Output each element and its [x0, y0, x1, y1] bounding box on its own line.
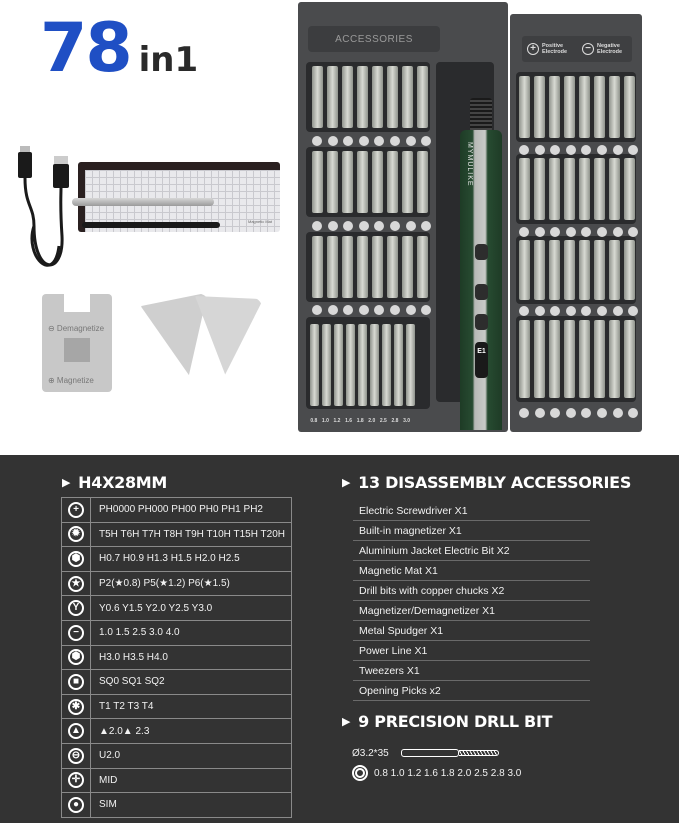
bit-row [312, 236, 428, 298]
bit-row [312, 66, 428, 128]
headline [40, 9, 199, 88]
sim-icon: ● [68, 797, 84, 813]
tri-wing-icon: Y [68, 600, 84, 616]
list-item: Opening Picks x2 [353, 681, 590, 701]
table-row: ▲ ▲2.0▲ 2.3 [62, 719, 292, 744]
triangle-bullet-icon: ▶ [62, 476, 71, 489]
table-row: ■ SQ0 SQ1 SQ2 [62, 670, 292, 695]
table-row: ⬢ H0.7 H0.9 H1.3 H1.5 H2.0 H2.5 [62, 547, 292, 572]
table-row: + PH0000 PH000 PH00 PH0 PH1 PH2 [62, 498, 292, 523]
bits-section-title: ▶ H4X28MM [62, 473, 168, 492]
screwdriver-chuck [470, 98, 492, 132]
drill-dimension: Ø3.2*35 [352, 747, 389, 759]
table-row: ⬢ H3.0 H3.5 H4.0 [62, 645, 292, 670]
list-item: Magnetic Mat X1 [353, 561, 590, 581]
demagnetize-label: ⊖ Demagnetize [48, 324, 105, 333]
bit-row [312, 151, 428, 213]
torx-security-icon: ✹ [68, 526, 84, 542]
negative-electrode-icon: − [582, 43, 594, 55]
electrode-legend: + Positive Electrode − Negative Electrode [522, 36, 632, 62]
metal-spudger [72, 198, 214, 206]
screwdriver-display: E1 [475, 342, 488, 378]
square-icon: ■ [68, 674, 84, 690]
drill-spec [352, 743, 521, 783]
list-item: Electric Screwdriver X1 [353, 501, 590, 521]
mid-icon: ✛ [68, 772, 84, 788]
headline-suffix: in1 [138, 40, 199, 80]
list-item: Power Line X1 [353, 641, 590, 661]
drill-size-labels: 0.8 1.0 1.2 1.6 1.8 2.0 2.5 2.8 3.0 [310, 418, 411, 424]
magnetize-label: ⊕ Magnetize [48, 376, 94, 385]
list-item: Metal Spudger X1 [353, 621, 590, 641]
bit-markers [519, 145, 644, 155]
accessories-list [353, 501, 590, 701]
table-row: Y Y0.6 Y1.5 Y2.0 Y2.5 Y3.0 [62, 596, 292, 621]
table-row: ⊖ U2.0 [62, 743, 292, 768]
list-item: Drill bits with copper chucks X2 [353, 581, 590, 601]
table-row: ✱ T1 T2 T3 T4 [62, 694, 292, 719]
bit-spec-table [61, 497, 292, 818]
speed-down-button [475, 284, 488, 300]
spiral-icon [352, 765, 368, 781]
bit-case-right [510, 14, 642, 432]
u-type-icon: ⊖ [68, 748, 84, 764]
pentalobe-icon: ★ [68, 576, 84, 592]
screwdriver-brand: MYMULIKE [466, 142, 473, 187]
bit-markers [312, 305, 437, 315]
table-row: ● SIM [62, 793, 292, 818]
accessories-section-title: ▶ 13 DISASSEMBLY ACCESSORIES [342, 473, 632, 492]
positive-electrode-icon: + [527, 43, 539, 55]
bit-markers [519, 306, 644, 316]
drill-sizes: 0.8 1.0 1.2 1.6 1.8 2.0 2.5 2.8 3.0 [374, 767, 522, 779]
list-item: Built-in magnetizer X1 [353, 521, 590, 541]
slotted-icon: − [68, 625, 84, 641]
drill-section-title: ▶ 9 PRECISION DRLL BIT [342, 712, 553, 731]
table-row: ✛ MID [62, 768, 292, 793]
headline-number: 78 [40, 9, 131, 88]
magnetizer-block [42, 294, 112, 392]
triangle-bullet-icon: ▶ [342, 715, 351, 728]
speed-up-button [475, 244, 488, 260]
list-item: Aluminium Jacket Electric Bit X2 [353, 541, 590, 561]
bit-row [519, 158, 635, 220]
usb-cable-icon [14, 146, 74, 286]
table-row: ★ P2(★0.8) P5(★1.2) P6(★1.5) [62, 571, 292, 596]
bit-markers [519, 408, 644, 418]
phillips-icon: + [68, 502, 84, 518]
power-button [475, 314, 488, 330]
triangle-bullet-icon: ▶ [342, 476, 351, 489]
table-row: − 1.0 1.5 2.5 3.0 4.0 [62, 620, 292, 645]
list-item: Magnetizer/Demagnetizer X1 [353, 601, 590, 621]
bit-row [519, 320, 635, 398]
hex-large-icon: ⬢ [68, 649, 84, 665]
hex-icon: ⬢ [68, 551, 84, 567]
bit-markers [312, 136, 437, 146]
drill-bit-icon [401, 748, 501, 758]
spec-panel [0, 455, 679, 823]
bit-row [519, 76, 635, 138]
electric-screwdriver [460, 130, 502, 430]
mat-label: Magnetic Mat [247, 219, 272, 224]
bit-markers [519, 227, 644, 237]
table-row: ✹ T5H T6H T7H T8H T9H T10H T15H T20H [62, 522, 292, 547]
accessories-label: ACCESSORIES [308, 26, 440, 52]
list-item: Tweezers X1 [353, 661, 590, 681]
bit-markers [312, 221, 437, 231]
drill-bit-row [310, 324, 415, 406]
triangle-icon: ▲ [68, 723, 84, 739]
bit-row [519, 240, 635, 300]
tweezers [82, 222, 220, 228]
torx-icon: ✱ [68, 699, 84, 715]
